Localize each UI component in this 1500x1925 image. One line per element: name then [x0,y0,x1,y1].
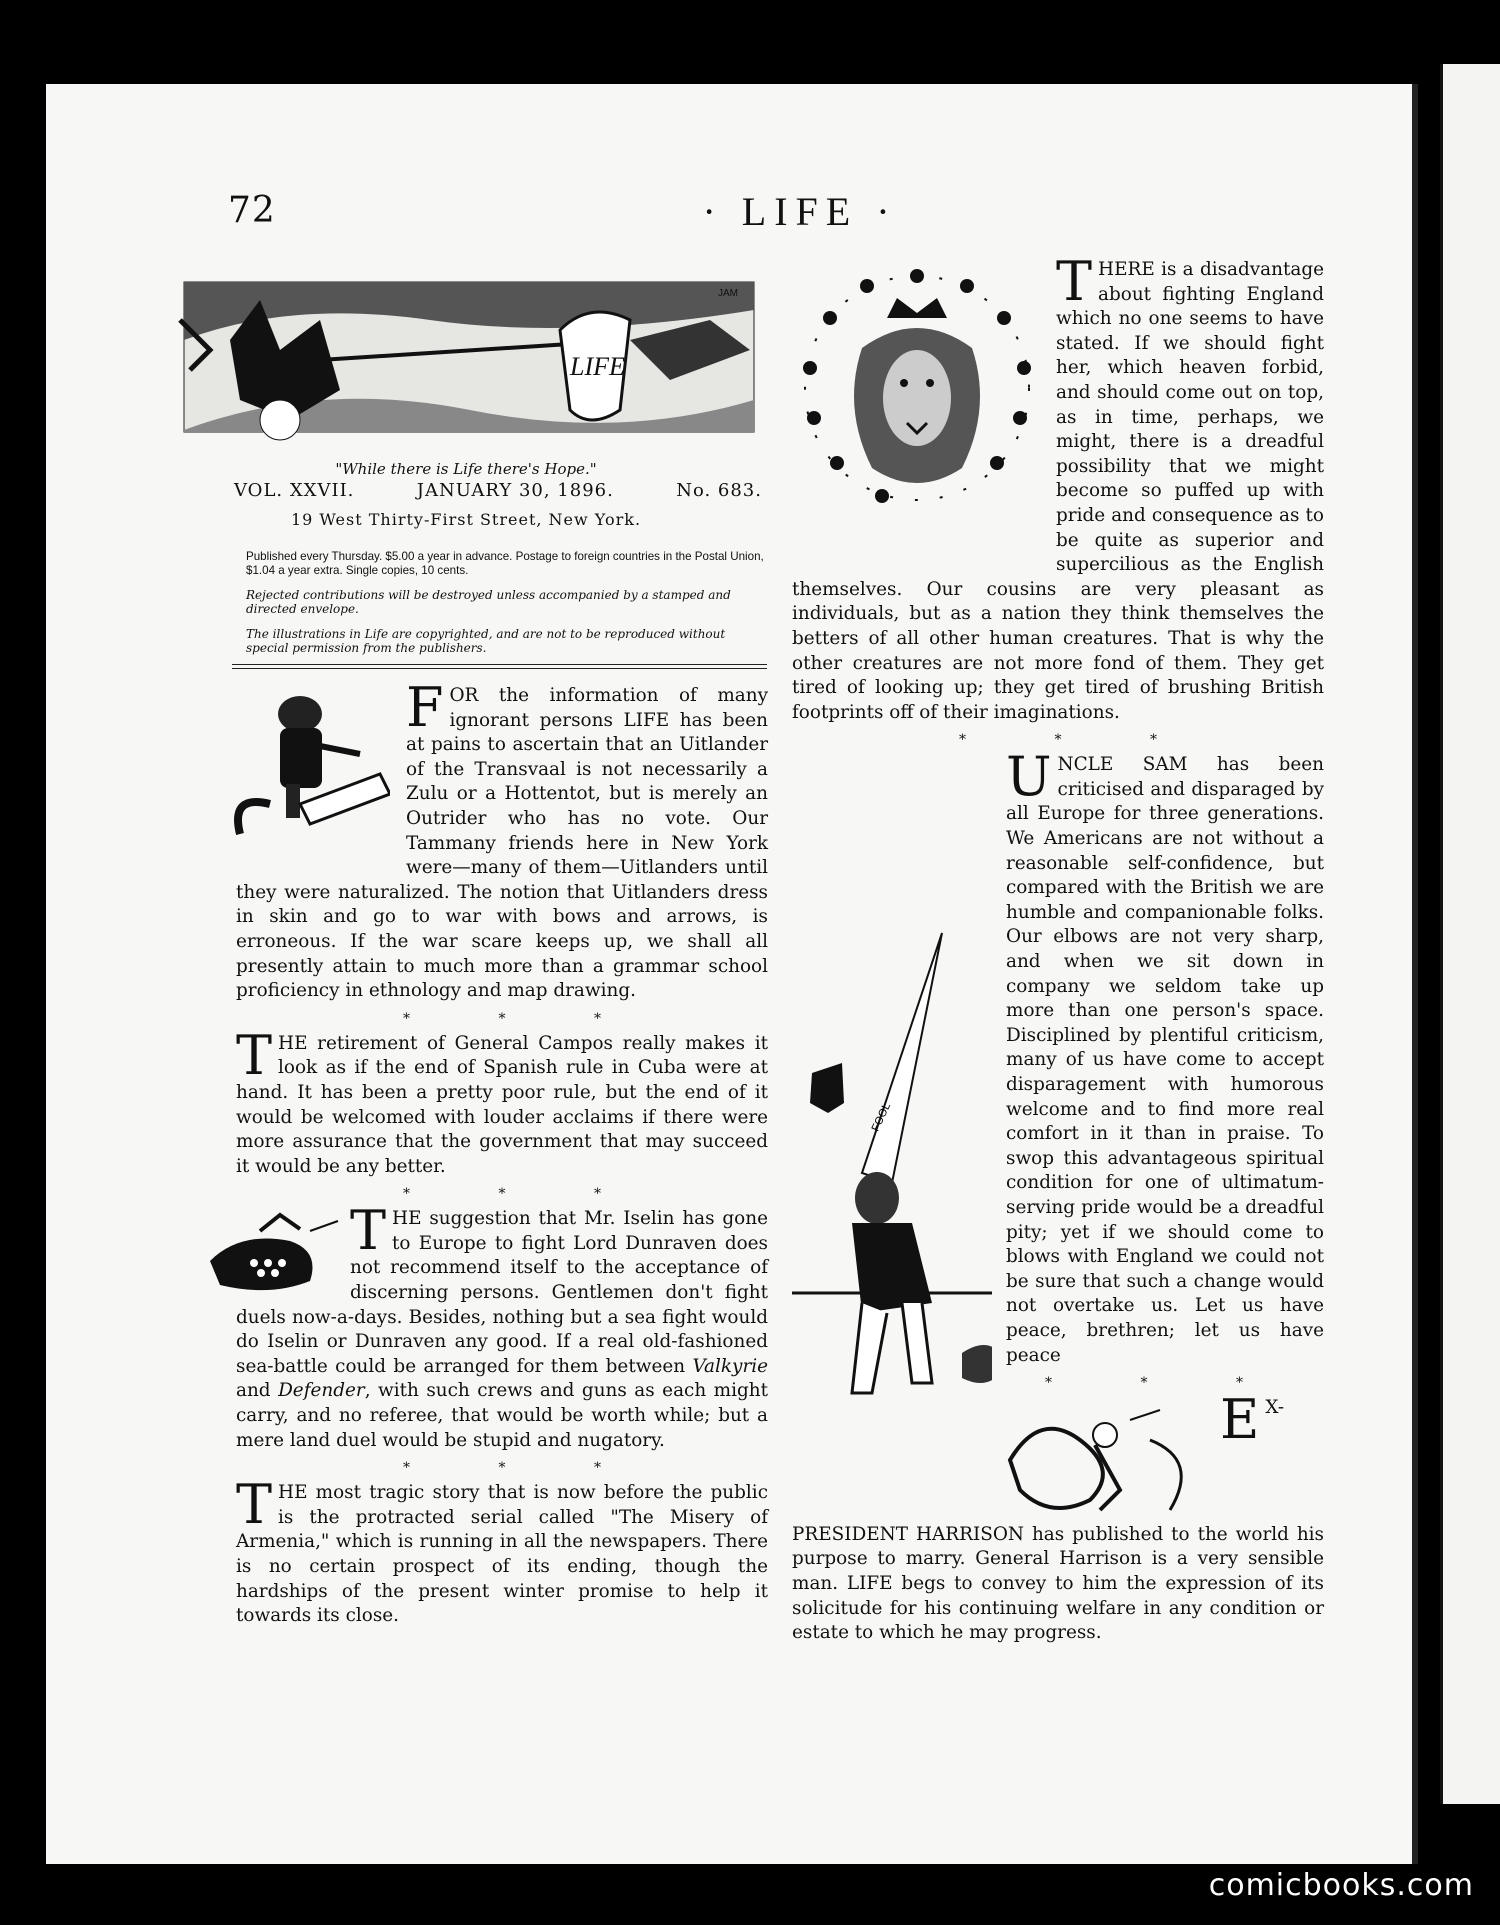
page-number: 72 [228,190,276,231]
next-page-edge [1440,64,1500,1804]
uncle-sam-paragraph [792,745,1324,1368]
volume-line [234,480,762,501]
iselin-paragraph: THE suggestion that Mr. Iselin has gone to Europe to fight Lord Dunraven does not recommend itself to the acceptance of discerning persons. Gentlemen don't fight duels now-a-days. Besides, nothing but a sea fight would do Iselin or Dunraven any good. If a real old-fashioned sea-battle could be arranged for them between Valkyrie and Defender, with such crews and guns as each might carry, and no referee, that would be worth while; but a mere land duel would be stupid and nugatory. [236,1207,768,1453]
section-separator: * * * [1045,1375,1285,1392]
uitlander-text: OR the information of many ignorant persons LIFE has been at pains to ascertain that an Uitlander of the Transvaal is not necessarily a Zulu or a Hottentot, but is merely an Outrider who has no vote. Our Tammany friends here in New York were—many of them—Uitlanders until they were naturalized. The notion that Uitlanders dress in skin and go to war with bows and arrows, is erroneous. If the war scare keeps up, we shall all presently attain to much more than a grammar school proficiency in ethnology and map drawing. [236,685,768,1002]
site-watermark: comicbooks.com [1208,1868,1474,1903]
subscription-notice: Published every Thursday. $5.00 a year in advance. Postage to foreign countries in the Postal Union, $1.04 a year extra. Single copies, 10 cents. [246,550,764,577]
dropcap: T [236,1023,273,1087]
armenia-paragraph [236,1473,768,1629]
dropcap: T [1056,250,1093,313]
england-paragraph [792,250,1324,725]
harrison-text: X-PRESIDENT HARRISON has published to the world his purpose to marry. General Harrison is a very sensible man. LIFE begs to convey to him the expression of its solicitude for his continuing welfare in any condition or estate to which he may progress. [792,1397,1324,1644]
dropcap: F [406,676,444,739]
running-head: · LIFE · [702,189,898,234]
campos-paragraph [236,1023,768,1180]
dropcap: T [350,1199,387,1263]
notice-rule-double [232,668,767,669]
artist-signature: JAM [718,288,738,299]
issue-date: JANUARY 30, 1896. [416,480,614,501]
cupid-ornament-illustration [1000,1400,1210,1520]
campos-text: HE retirement of General Campos really makes it look as if the end of Spanish rule in Cuba were at hand. It has been a pretty poor rule, but the end of it would be welcomed with louder acclaims if there were more assurance that the government that may succeed it would be any better. [236,1032,768,1177]
section-separator: * * * [403,1010,643,1027]
dropcap: T [236,1473,273,1537]
issue-number: No. 683. [676,480,762,501]
iselin-text: HE suggestion that Mr. Iselin has gone to Europe to fight Lord Dunraven does not recommend itself to the acceptance of discerning persons. Gentlemen don't fight duels now-a-days. Besides, nothing but a sea fight would do Iselin or Dunraven any good. If a real old-fashioned sea-battle could be arranged for them between [236,1208,768,1377]
right-column [792,250,1324,1650]
section-separator: * * * [959,732,1199,749]
notice-rule [232,664,767,665]
england-text: HERE is a disadvantage about fighting England which no one seems to have stated. If we should fight her, which heaven forbid, and should come out on top, as in time, perhaps, we might, there is a dreadful possibility that we might become so puffed up with pride and consequence as to be quite as superior and supercilious as the English themselves. Our cousins are very pleasant as individuals, but as a nation they think themselves the betters of all other human creatures. That is why the other creatures are not more fond of them. They get tired of looking up; they get tired of brushing British footprints off of their imaginations. [792,259,1324,723]
dunce-cap-label: FOOL [869,1101,894,1134]
volume: VOL. XXVII. [234,480,355,501]
masthead-shield-text: LIFE [570,352,625,381]
harrison-paragraph [792,1388,1324,1646]
yacht-defender: Defender [278,1380,365,1402]
uitlander-paragraph [236,676,768,1004]
uncle-sam-text: NCLE SAM has been criticised and disparaged by all Europe for three generations. We Americans are not without a reasonable self-confidence, but compared with the British we are humble and companionable folks. Our elbows are not very sharp, and when we sit down in company we seldom take up more than one person's space. Disciplined by plentiful criticism, many of us have come to accept disparagement with humorous welcome and to find more real comfort in it than in praise. To swop this advantageous spiritual condition for one of ultimatum-serving pride would be a dreadful pity; yet if we should come to blows with England we could not be sure that such a change would not overtake us. Let us have peace, brethren; let us have peace [1006,754,1324,1366]
office-address: 19 West Thirty-First Street, New York. [290,510,642,529]
masthead-illustration [170,280,762,448]
section-separator: * * * [403,1460,643,1477]
armenia-text: HE most tragic story that is now before the public is the protracted serial called "The Misery of Armenia," which is running in all the newspapers. There is no certain prospect of its ending, though the hardships of the present winter promise to help it towards its close. [236,1482,768,1627]
masthead-motto: "While there is Life there's Hope." [335,460,597,478]
contributions-notice: Rejected contributions will be destroyed unless accompanied by a stamped and directed envelope. [246,588,731,616]
dropcap: E [1220,1388,1260,1452]
yacht-valkyrie: Valkyrie [692,1355,768,1377]
duel-emblem-illustration [200,1211,340,1297]
crowned-lion-illustration [792,258,1042,558]
left-column [236,676,768,1633]
section-separator: * * * [403,1186,643,1203]
copyright-notice: The illustrations in Life are copyrighted, and are not to be reproduced without special permission from the publishers. [246,627,726,655]
uncle-sam-dunce-illustration [792,923,992,1423]
dropcap: U [1006,745,1052,809]
page-gutter [1412,84,1418,1864]
monkey-at-desk-illustration [230,684,390,854]
